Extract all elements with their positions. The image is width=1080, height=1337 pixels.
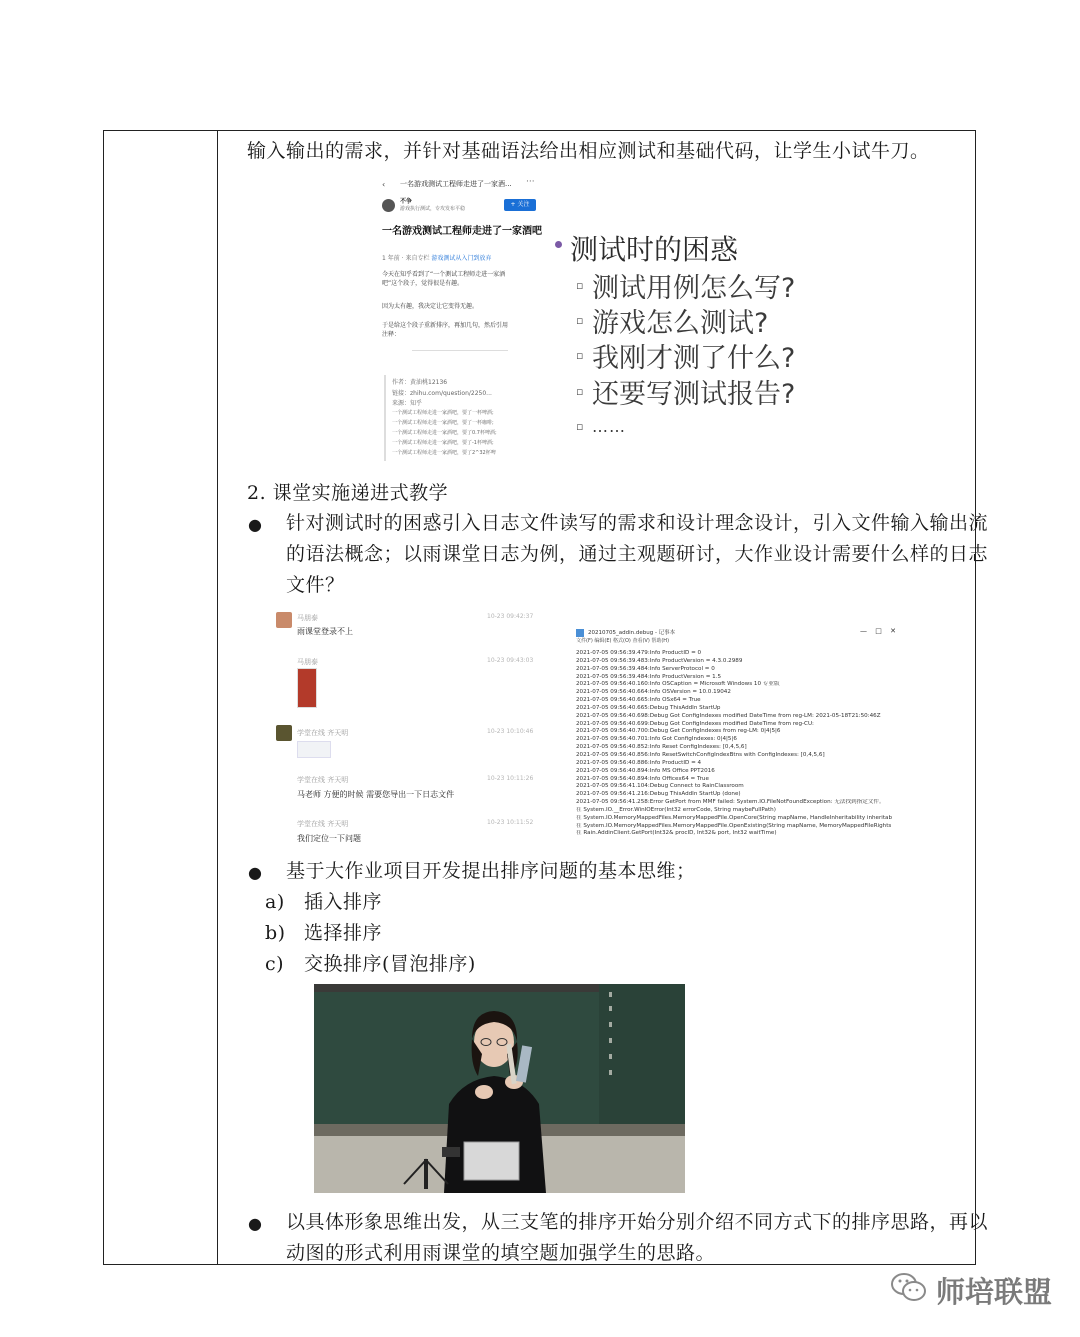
log-line: 2021-07-05 09:56:40.700:Debug Get ConfigIndexes from reg-LM: 0|4|5|6 xyxy=(576,728,781,735)
chat-message-5: 我们定位一下问题 xyxy=(297,834,361,843)
log-line: 2021-07-05 09:56:39.483:Info ProductVersion = 4.3.0.2989 xyxy=(576,657,743,664)
log-line: 2021-07-05 09:56:39.484:Info ServerProtocol = 0 xyxy=(576,665,715,672)
zhihu-article-screenshot xyxy=(378,172,546,462)
log-line: 2021-07-05 09:56:40.886:Info ProductID = 4 xyxy=(576,759,702,766)
quote-line-5: 一个测试工程师走进一家酒吧，要了一杯咖啡; xyxy=(392,420,494,426)
sub-item-b-marker: b) xyxy=(265,922,286,944)
log-content xyxy=(576,650,921,838)
log-line: 2021-07-05 09:56:40.664:Info OSVersion = 10.0.19042 xyxy=(576,689,731,696)
quote-line-3: 来源：知乎 xyxy=(392,400,423,407)
log-line: 2021-07-05 09:56:40.665:Info OSx64 = True xyxy=(576,697,701,704)
log-line: 2021-07-05 09:56:40.856:Info ResetSwitchConfigIndexBtns with ConfigIndexes: [0,4,5,6] xyxy=(576,751,825,758)
slide-sub-bullet-5: ▫ xyxy=(576,420,584,433)
slide-item-5: …… xyxy=(592,417,626,436)
meta-column-link[interactable]: 游戏测试从入门到放弃 xyxy=(431,255,492,262)
watermark-text: 师培联盟 xyxy=(936,1275,1053,1309)
slide-item-4: 还要写测试报告? xyxy=(592,379,796,410)
log-line: 2021-07-05 09:56:40.665:Debug ThisAddIn StartUp xyxy=(576,704,721,711)
bullet-1-line-1: 针对测试时的困惑引入日志文件读写的需求和设计理念设计，引入文件输入输出流 xyxy=(286,512,989,534)
bullet-1-marker: ● xyxy=(248,515,262,534)
author-name[interactable]: 不争 xyxy=(400,198,413,205)
sub-item-c-text: 交换排序(冒泡排序) xyxy=(304,953,476,975)
chat-name-3: 学堂在线 齐天明 xyxy=(297,729,349,737)
bullet-2-text: 基于大作业项目开发提出排序问题的基本思维； xyxy=(286,860,696,882)
log-line: 在 System.IO.__Error.WinIOError(Int32 errorCode, String maybeFullPath) xyxy=(576,806,776,813)
log-line: 2021-07-05 09:56:40.698:Debug Got ConfigIndexes modified DateTime from reg-LM: 2021-05-18T21:50:46Z xyxy=(576,712,881,719)
slide-item-2: 游戏怎么测试? xyxy=(592,308,769,339)
log-line: 2021-07-05 09:56:40.699:Debug Got ConfigIndexes modified DateTime from reg-CU: xyxy=(576,720,814,727)
chat-time-5: 10-23 10:11:52 xyxy=(487,819,534,826)
quote-line-7: 一个测试工程师走进一家酒吧，要了-1杯啤酒; xyxy=(392,440,494,446)
avatar xyxy=(276,725,292,741)
quote-line-4: 一个测试工程师走进一家酒吧，要了一杯啤酒; xyxy=(392,410,494,416)
sub-item-a-text: 插入排序 xyxy=(304,891,383,913)
back-icon[interactable]: ‹ xyxy=(382,180,386,189)
chat-time-4: 10-23 10:11:26 xyxy=(487,775,534,782)
notepad-icon xyxy=(576,629,584,637)
article-p3: 于是给这个段子重新排序，再加几句，然后引用注释： xyxy=(382,322,509,338)
chat-name-5: 学堂在线 齐天明 xyxy=(297,820,349,828)
bullet-1-line-3: 文件？ xyxy=(286,574,345,596)
bullet-3-line-2: 动图的形式利用雨课堂的填空题加强学生的思路。 xyxy=(286,1242,716,1264)
slide-heading: 测试时的困惑 xyxy=(570,233,739,266)
article-meta xyxy=(382,254,491,263)
chat-name-2: 马朋泰 xyxy=(297,658,318,666)
article-p2: 因为太有趣，我决定让它变得无趣。 xyxy=(382,303,479,310)
slide-bullet-dot xyxy=(555,241,562,248)
chat-message-1: 雨课堂登录不上 xyxy=(297,627,353,636)
bullet-2-marker: ● xyxy=(248,863,262,882)
slide-sub-bullet-1: ▫ xyxy=(576,279,584,292)
slide-sub-bullet-2: ▫ xyxy=(576,314,584,327)
wechat-logo-icon xyxy=(889,1270,929,1306)
chat-time-2: 10-23 09:43:03 xyxy=(487,657,534,664)
article-title: 一名游戏测试工程师走进了一家酒吧 xyxy=(382,226,542,237)
chat-time-1: 10-23 09:42:37 xyxy=(487,613,534,620)
chat-screenshot-thumbnail[interactable] xyxy=(297,741,331,758)
quote-line-2: 链接：zhihu.com/question/2250... xyxy=(392,390,492,397)
meta-prefix: 1 年前 · 来自专栏 xyxy=(382,255,430,262)
log-line: 2021-07-05 09:56:40.894:Info MS Office PPT2016 xyxy=(576,767,715,774)
window-controls[interactable]: — □ ✕ xyxy=(860,627,899,635)
sub-item-b-text: 选择排序 xyxy=(304,922,383,944)
slide-item-1: 测试用例怎么写? xyxy=(592,273,796,304)
log-line: 在 System.IO.MemoryMappedFiles.MemoryMappedFile.OpenCore(String mapName, HandleInheritability inheritab xyxy=(576,814,893,821)
more-icon[interactable]: ··· xyxy=(526,177,535,187)
bullet-3-line-1: 以具体形象思维出发，从三支笔的排序开始分别介绍不同方式下的排序思路，再以 xyxy=(286,1211,989,1233)
menu-bar[interactable]: 文件(F) 编辑(E) 格式(O) 查看(V) 帮助(H) xyxy=(576,638,670,644)
sub-item-a-marker: a) xyxy=(265,891,285,913)
log-line: 2021-07-05 09:56:40.852:Info Reset ConfigIndexes: [0,4,5,6] xyxy=(576,744,747,751)
window-title: 20210705_addin.debug - 记事本 xyxy=(588,630,676,636)
chat-image-thumbnail[interactable] xyxy=(297,668,317,708)
quote-line-1: 作者：黄油桃12136 xyxy=(392,379,448,386)
chat-time-3: 10-23 10:10:46 xyxy=(487,728,534,735)
log-line: 2021-07-05 09:56:40.701:Info Got ConfigIndexes: 0|4|5|6 xyxy=(576,736,737,743)
chat-name-1: 马朋泰 xyxy=(297,614,318,622)
slide-item-3: 我刚才测了什么? xyxy=(592,343,796,374)
log-line: 在 Rain.AddinClient.GetPort(Int32& procID, Int32& port, Int32 waitTime) xyxy=(576,830,777,837)
section-title: 2. 课堂实施递进式教学 xyxy=(247,482,449,504)
intro-paragraph: 输入输出的需求，并针对基础语法给出相应测试和基础代码，让学生小试牛刀。 xyxy=(247,140,930,162)
bullet-3-marker: ● xyxy=(248,1214,262,1233)
follow-button[interactable]: + 关注 xyxy=(504,199,536,211)
log-line: 2021-07-05 09:56:39.484:Info ProductVersion = 1.5 xyxy=(576,673,722,680)
chat-message-4: 马老师 方便的时候 需要您导出一下日志文件 xyxy=(297,790,455,799)
quote-line-8: 一个测试工程师走进一家酒吧，要了2^32杯啤 xyxy=(392,450,496,456)
author-desc: 游戏执行测试，专攻发布平稳 xyxy=(400,206,466,212)
log-line: 2021-07-05 09:56:41.258:Error GetPort from MMF failed: System.IO.FileNotFoundException: 无法找到指定文件。 xyxy=(576,799,885,806)
log-line: 2021-07-05 09:56:41.104:Debug Connect to RainClassroom xyxy=(576,783,744,790)
author-avatar[interactable] xyxy=(382,199,395,212)
zhihu-header-title: 一名游戏测试工程师走进了一家酒... xyxy=(400,180,512,188)
log-line: 在 System.IO.MemoryMappedFiles.MemoryMappedFile.OpenExisting(String mapName, MemoryMappedFileRights xyxy=(576,822,892,829)
table-column-divider xyxy=(217,130,218,1265)
divider xyxy=(412,350,508,351)
quote-bar xyxy=(384,375,386,461)
slide-sub-bullet-3: ▫ xyxy=(576,349,584,362)
chat-name-4: 学堂在线 齐天明 xyxy=(297,776,349,784)
log-line: 2021-07-05 09:56:41.216:Debug ThisAddIn StartUp (done) xyxy=(576,791,741,798)
slide-sub-bullet-4: ▫ xyxy=(576,385,584,398)
log-line: 2021-07-05 09:56:40.160:Info OSCaption = Microsoft Windows 10 专业版 xyxy=(576,681,780,688)
bullet-1-line-2: 的语法概念；以雨课堂日志为例，通过主观题研讨，大作业设计需要什么样的日志 xyxy=(286,543,989,565)
teacher-illustration xyxy=(314,984,685,1193)
classroom-photo xyxy=(314,984,685,1193)
article-p1: 今天在知乎看到了“一个测试工程师走进一家酒吧”这个段子，觉得很是有趣。 xyxy=(382,271,506,287)
log-line: 2021-07-05 09:56:39.479:Info ProductID = 0 xyxy=(576,650,702,656)
quote-line-6: 一个测试工程师走进一家酒吧，要了0.7杯啤酒; xyxy=(392,430,497,436)
avatar xyxy=(276,612,292,628)
sub-item-c-marker: c) xyxy=(265,953,285,975)
log-line: 2021-07-05 09:56:40.894:Info Officex64 = True xyxy=(576,775,709,782)
log-notepad-window xyxy=(570,623,925,845)
